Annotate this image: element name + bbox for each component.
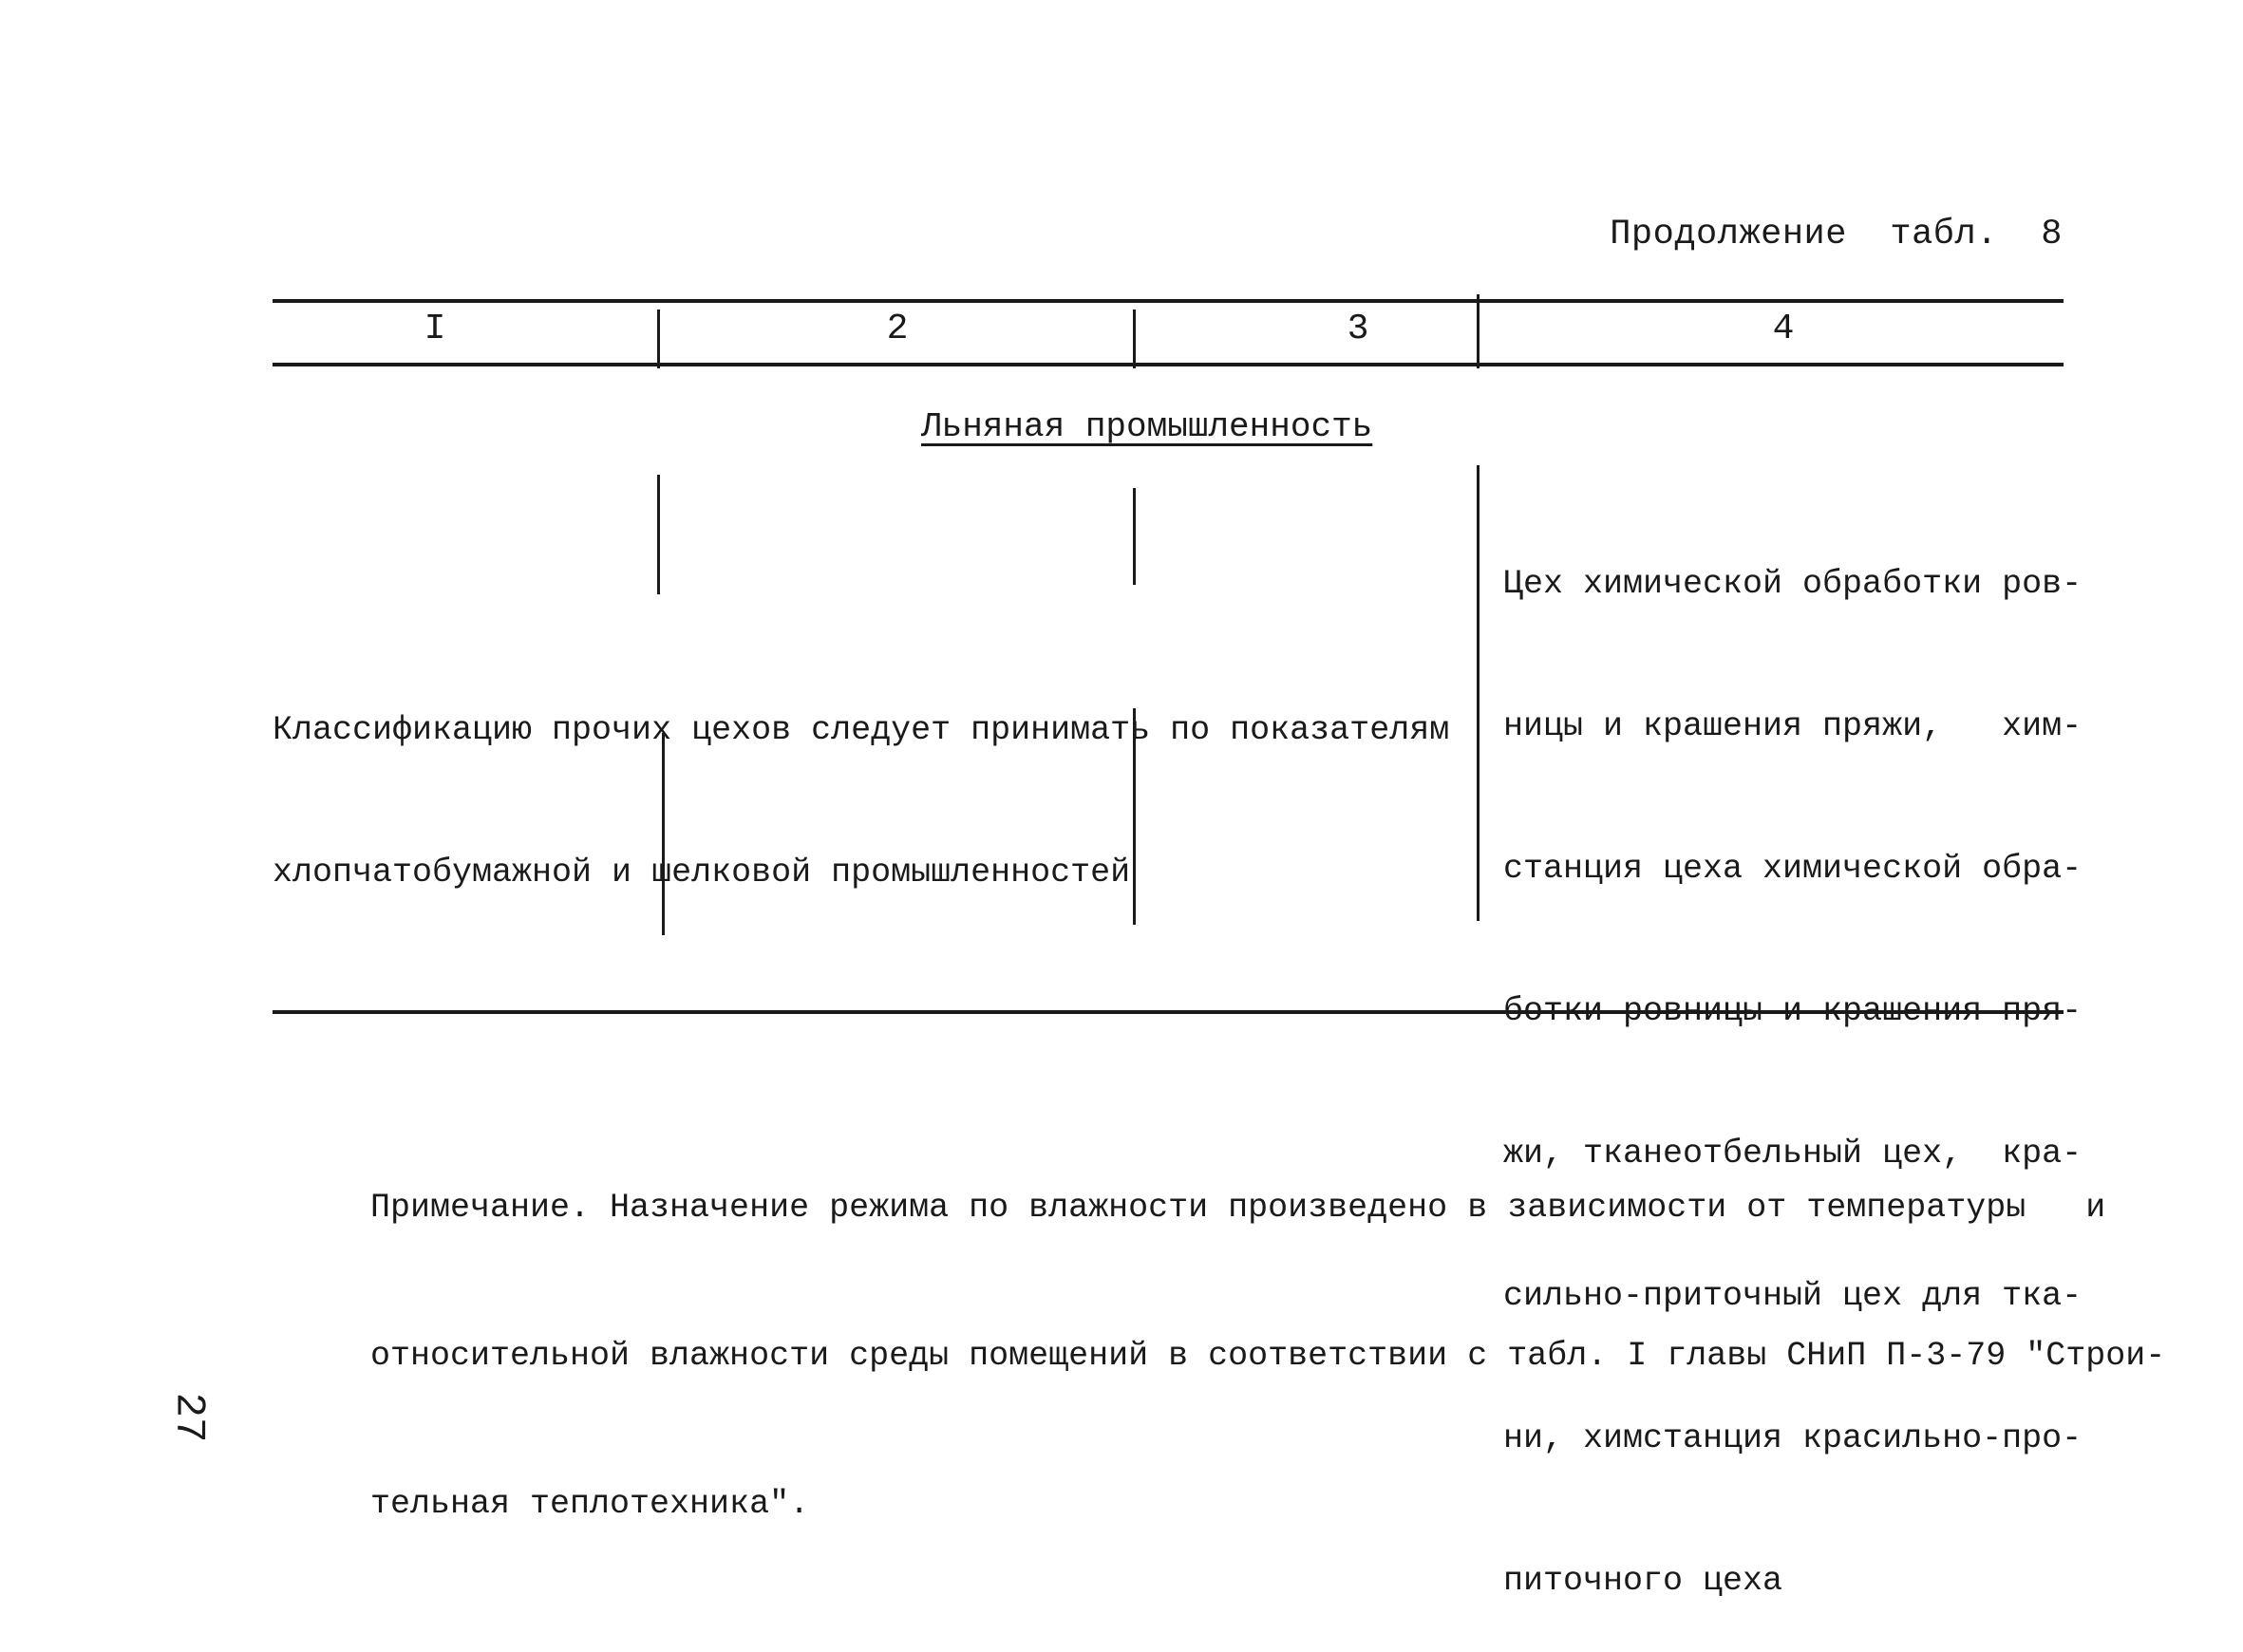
col4-line: ботки ровницы и крашения пря- (1503, 992, 2083, 1030)
body-divider-3 (1477, 465, 1480, 921)
col4-line: Цех химической обработки ров- (1503, 565, 2083, 603)
table-caption: Продолжение табл. 8 (1610, 215, 2063, 254)
col4-line: жи, тканеотбельный цех, кра- (1503, 1135, 2083, 1173)
note-line: Примечание. Назначение режима по влажности произведено в зависимости от температуры и (370, 1189, 2106, 1227)
note-paragraph (370, 1084, 2165, 1578)
body-divider-1-upper (657, 475, 660, 594)
col4-line: ни, химстанция красильно-про- (1503, 1419, 2083, 1457)
merged-cell-text (273, 611, 1449, 944)
header-divider-1 (657, 310, 660, 368)
column-number-4: 4 (1772, 309, 1795, 349)
table-top-rule (273, 299, 2064, 303)
merged-cell-line: хлопчатобумажной и шелковой промышленностей (273, 854, 1131, 892)
header-divider-3 (1477, 294, 1480, 368)
note-line: тельная теплотехника". (370, 1485, 810, 1523)
header-divider-2 (1133, 310, 1136, 368)
column-number-2: 2 (886, 309, 909, 349)
note-line: относительной влажности среды помещений в соответствии с табл. I главы СНиП П-3-79 "Строи- (370, 1337, 2166, 1375)
col4-line: сильно-приточный цех для тка- (1503, 1277, 2083, 1315)
col4-line: питочного цеха (1503, 1562, 1783, 1600)
body-divider-2-upper (1133, 488, 1136, 585)
section-title: Льняная промышленность (921, 407, 1373, 446)
col4-line: станция цеха химической обра- (1503, 850, 2083, 888)
table-header-rule (273, 363, 2064, 366)
page-number: 27 (164, 1392, 213, 1443)
column-number-1: I (424, 309, 446, 349)
col4-line: ницы и крашения пряжи, хим- (1503, 707, 2083, 745)
merged-cell-line: Классификацию прочих цехов следует принимать по показателям (273, 711, 1450, 749)
column-number-3: 3 (1347, 309, 1369, 349)
